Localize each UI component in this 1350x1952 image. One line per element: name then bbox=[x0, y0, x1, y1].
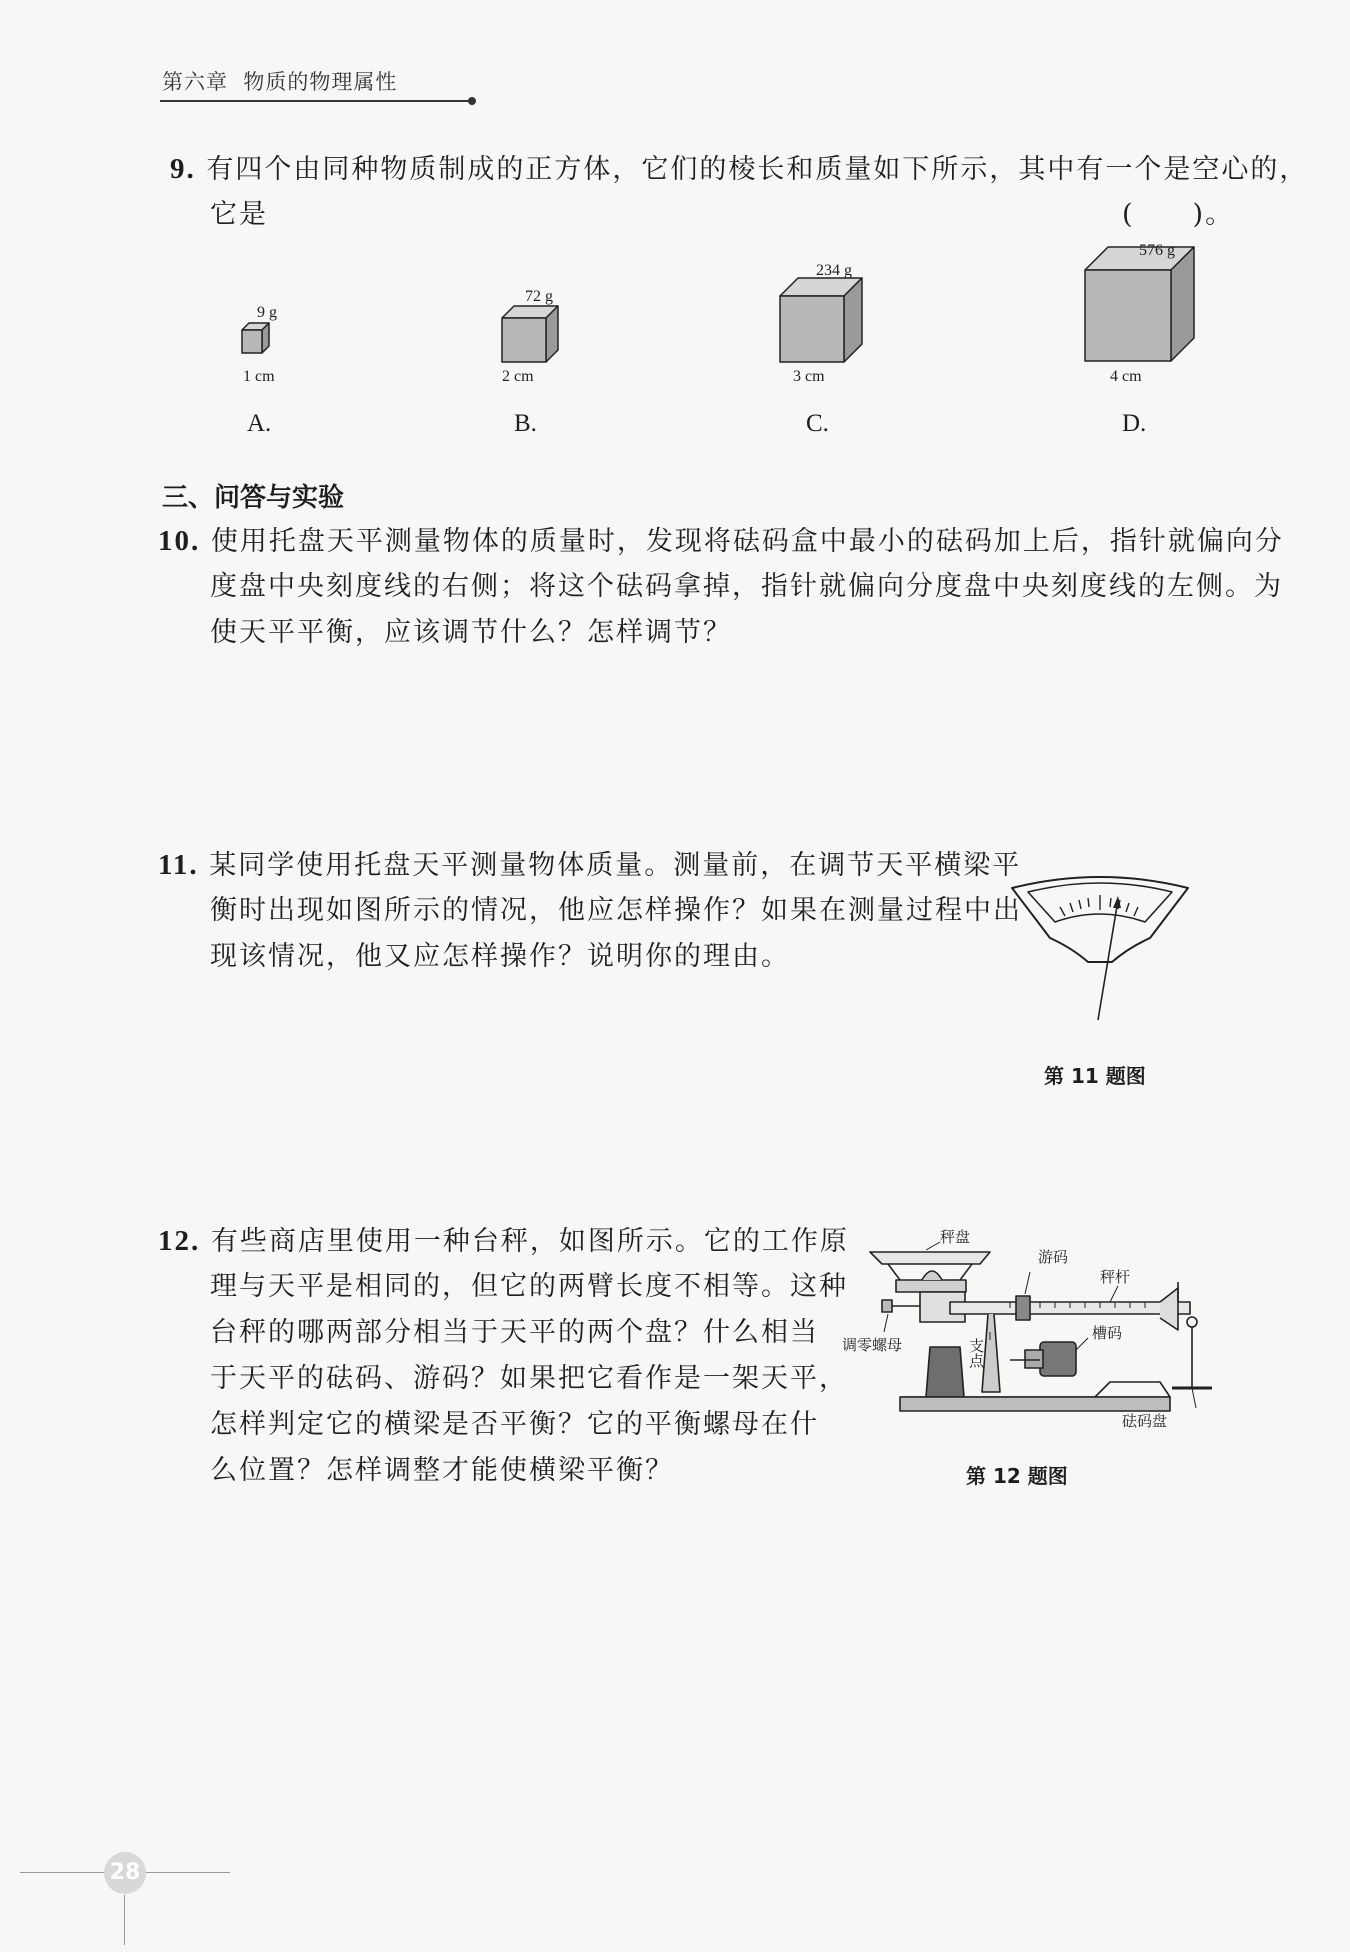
label-pan: 秤盘 bbox=[940, 1228, 971, 1246]
q12-text-2: 理与天平是相同的，但它的两臂长度不相等。这种 bbox=[210, 1271, 848, 1302]
cube-a-mass: 9 g bbox=[257, 304, 277, 321]
q12-caption: 第 12 题图 bbox=[966, 1464, 1068, 1488]
q11-number: 11. bbox=[158, 849, 199, 881]
label-rider: 游码 bbox=[1038, 1248, 1069, 1266]
cube-d-mass: 576 g bbox=[1139, 242, 1175, 259]
q11-line1 bbox=[158, 842, 1021, 889]
q9-cubes-figure bbox=[200, 240, 1240, 380]
page-number: 28 bbox=[104, 1852, 146, 1894]
cube-c-edge: 3 cm bbox=[793, 368, 825, 385]
chapter-title: 物质的物理属性 bbox=[243, 70, 398, 94]
cube-a bbox=[242, 323, 269, 353]
label-weight-pan: 砝码盘 bbox=[1122, 1412, 1168, 1430]
label-pivot: 支点 bbox=[967, 1338, 985, 1368]
q9-answer-bracket: ( )。 bbox=[1122, 199, 1235, 230]
cube-c bbox=[780, 278, 862, 362]
q10-text-1: 使用托盘天平测量物体的质量时，发现将砝码盒中最小的砝码加上后，指针就偏向分 bbox=[210, 526, 1284, 557]
cube-c-mass: 234 g bbox=[816, 262, 852, 279]
q11-text-1: 某同学使用托盘天平测量物体质量。测量前，在调节天平横梁平 bbox=[209, 850, 1022, 881]
header-rule bbox=[160, 100, 472, 102]
q10-text-2: 度盘中央刻度线的右侧；将这个砝码拿掉，指针就偏向分度盘中央刻度线的左侧。为 bbox=[210, 571, 1283, 602]
q11-text-2: 衡时出现如图所示的情况，他应怎样操作？如果在测量过程中出 bbox=[210, 895, 1022, 926]
label-beam: 秤杆 bbox=[1100, 1268, 1131, 1286]
q12-number: 12. bbox=[158, 1225, 201, 1257]
q11-caption: 第 11 题图 bbox=[1044, 1064, 1146, 1088]
q10-text-3: 使天平平衡，应该调节什么？怎样调节？ bbox=[210, 617, 732, 648]
cube-b bbox=[502, 306, 558, 362]
chapter-header bbox=[162, 66, 397, 96]
q12-text-5: 怎样判定它的横梁是否平衡？它的平衡螺母在什 bbox=[210, 1409, 819, 1440]
option-d-label: D. bbox=[1122, 410, 1147, 437]
q12-text-4: 于天平的砝码、游码？如果把它看作是一架天平， bbox=[210, 1363, 848, 1394]
footer-rule-vertical bbox=[124, 1895, 125, 1945]
q12-text-3: 台秤的哪两部分相当于天平的两个盘？什么相当 bbox=[210, 1317, 819, 1348]
dial-ticks bbox=[1060, 895, 1138, 916]
cube-b-mass: 72 g bbox=[525, 288, 553, 305]
q9-number: 9. bbox=[170, 153, 196, 185]
q12-line1 bbox=[158, 1218, 849, 1265]
header-rule-dot bbox=[468, 97, 476, 105]
q11-dial-figure bbox=[1000, 870, 1200, 1050]
chapter-number: 第六章 bbox=[162, 70, 228, 94]
section-title: 三、问答与实验 bbox=[162, 483, 345, 513]
q11-text-3: 现该情况，他又应怎样操作？说明你的理由。 bbox=[210, 941, 790, 972]
option-c-label: C. bbox=[806, 410, 829, 437]
q9-text-1: 有四个由同种物质制成的正方体，它们的棱长和质量如下所示，其中有一个是空心的， bbox=[206, 154, 1309, 185]
q9-text-2: 它是 bbox=[210, 199, 268, 230]
cube-a-edge: 1 cm bbox=[243, 368, 275, 385]
cube-b-edge: 2 cm bbox=[502, 368, 534, 385]
q10-number: 10. bbox=[158, 525, 201, 557]
q12-text-1: 有些商店里使用一种台秤，如图所示。它的工作原 bbox=[210, 1226, 849, 1257]
q10-line1 bbox=[158, 518, 1284, 565]
q12-text-6: 么位置？怎样调整才能使横梁平衡？ bbox=[210, 1455, 674, 1486]
cube-d-edge: 4 cm bbox=[1110, 368, 1142, 385]
option-a-label: A. bbox=[247, 410, 272, 437]
label-zero-nut: 调零螺母 bbox=[842, 1336, 903, 1354]
option-b-label: B. bbox=[514, 410, 537, 437]
cube-d bbox=[1085, 247, 1194, 361]
q9-line1 bbox=[170, 146, 1308, 193]
label-slot-weight: 槽码 bbox=[1092, 1324, 1123, 1342]
